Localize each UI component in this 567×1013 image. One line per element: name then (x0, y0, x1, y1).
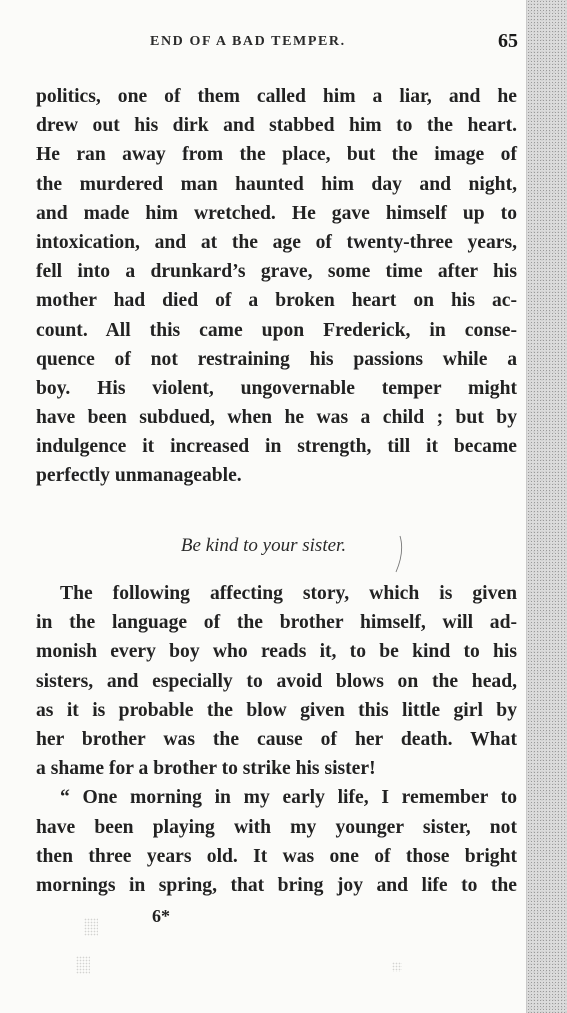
page-number: 65 (498, 30, 518, 52)
text-line: indulgence it increased in strength, till it became (36, 436, 517, 458)
text-line: in the language of the brother himself, will ad- (36, 612, 517, 634)
text-line: and made him wretched. He gave himself up to (36, 202, 517, 224)
text-line: perfectly unmanageable. (36, 465, 242, 487)
text-line: sisters, and especially to avoid blows on the head, (36, 670, 517, 692)
text-line: then three years old. It was one of those bright (36, 845, 517, 867)
section-heading-text: Be kind to your sister. (180, 535, 347, 556)
text-line: “ One morning in my early life, I remember to (60, 787, 517, 809)
section-heading (0, 535, 567, 557)
text-line: monish every boy who reads it, to be kind to his (36, 641, 517, 663)
text-line: He ran away from the place, but the image of (36, 144, 517, 166)
text-line: a shame for a brother to strike his sister! (36, 758, 376, 780)
page-edge-shadow (526, 0, 567, 1013)
text-line: as it is probable the blow given this little girl by (36, 699, 517, 721)
text-line: count. All this came upon Frederick, in conse- (36, 319, 517, 341)
text-line: intoxication, and at the age of twenty-three years, (36, 231, 517, 253)
text-line: politics, one of them called him a liar, and he (36, 86, 517, 107)
signature-mark: 6* (152, 906, 170, 926)
running-title: END OF A BAD TEMPER. (150, 34, 346, 49)
text-line: mornings in spring, that bring joy and life to the (36, 874, 517, 896)
paragraph-end-of-story (36, 82, 517, 491)
text-line: her brother was the cause of her death. What (36, 728, 517, 750)
paragraph-story-intro (36, 579, 517, 900)
scan-smudge (84, 918, 98, 936)
pencil-mark-icon (394, 534, 404, 574)
text-line: have been playing with my younger sister, not (36, 816, 517, 838)
text-line: the murdered man haunted him day and night, (36, 173, 517, 195)
scan-smudge (392, 962, 402, 972)
scan-smudge (76, 956, 90, 974)
text-line: boy. His violent, ungovernable temper might (36, 377, 517, 399)
text-line: mother had died of a broken heart on his ac- (36, 290, 517, 312)
text-line: quence of not restraining his passions while a (36, 348, 517, 370)
text-line: The following affecting story, which is given (60, 583, 517, 604)
running-head (38, 30, 518, 58)
text-line: have been subdued, when he was a child ; but by (36, 407, 517, 429)
text-line: fell into a drunkard’s grave, some time after his (36, 261, 517, 283)
text-line: drew out his dirk and stabbed him to the heart. (36, 115, 517, 137)
